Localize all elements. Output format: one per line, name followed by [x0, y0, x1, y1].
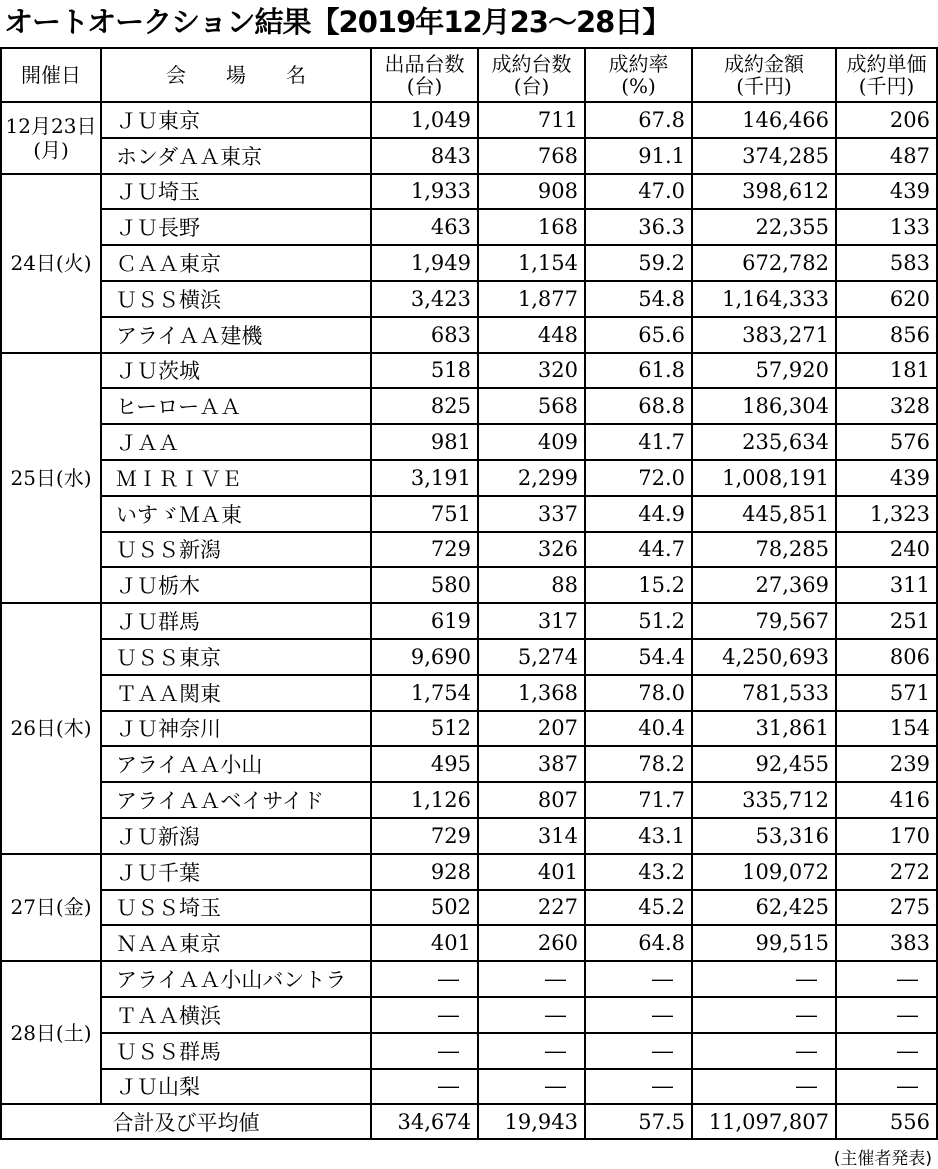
sold-cell: 207	[478, 711, 585, 747]
table-row	[1, 925, 937, 961]
sold-cell: 337	[478, 496, 585, 532]
sold-cell: 401	[478, 854, 585, 890]
sold-cell: ―	[478, 997, 585, 1033]
venue-cell: ＵＳＳ東京	[101, 639, 371, 675]
unit-cell: 239	[836, 746, 937, 782]
unit-cell: ―	[836, 1033, 937, 1069]
table-row	[1, 1033, 937, 1069]
rate-cell: 54.8	[585, 281, 692, 317]
venue-cell: アライＡＡ小山	[101, 746, 371, 782]
sold-cell: 320	[478, 353, 585, 389]
sold-cell: 768	[478, 138, 585, 174]
table-row	[1, 782, 937, 818]
date-cell	[1, 854, 101, 961]
rate-cell: 67.8	[585, 102, 692, 138]
date-label: 28日(土)	[10, 1020, 92, 1045]
table-row	[1, 496, 937, 532]
sold-cell: 168	[478, 209, 585, 245]
date-cell	[1, 961, 101, 1104]
sold-cell: 227	[478, 890, 585, 926]
rate-cell: ―	[585, 1033, 692, 1069]
listed-cell: 928	[371, 854, 478, 890]
sold-cell: 908	[478, 174, 585, 210]
amount-cell: 1,008,191	[692, 460, 836, 496]
date-cell	[1, 174, 101, 353]
table-row	[1, 388, 937, 424]
rate-cell: 40.4	[585, 711, 692, 747]
header-listed-label: 出品台数	[384, 52, 465, 76]
rate-cell: 64.8	[585, 925, 692, 961]
sold-cell: 568	[478, 388, 585, 424]
rate-cell: 45.2	[585, 890, 692, 926]
listed-cell: 1,949	[371, 245, 478, 281]
listed-cell: 1,754	[371, 675, 478, 711]
venue-cell: ＪＵ栃木	[101, 567, 371, 603]
rate-cell: 59.2	[585, 245, 692, 281]
sold-cell: 711	[478, 102, 585, 138]
total-rate-cell: 57.5	[585, 1104, 692, 1139]
rate-cell: 65.6	[585, 317, 692, 353]
header-unit-price-label: 成約単価	[846, 52, 927, 76]
listed-cell: 9,690	[371, 639, 478, 675]
amount-cell: 92,455	[692, 746, 836, 782]
venue-cell: ホンダＡＡ東京	[101, 138, 371, 174]
table-row	[1, 639, 937, 675]
amount-cell: 79,567	[692, 603, 836, 639]
amount-cell: ―	[692, 997, 836, 1033]
rate-cell: ―	[585, 997, 692, 1033]
amount-cell: 53,316	[692, 818, 836, 854]
venue-cell: ＴＡＡ関東	[101, 675, 371, 711]
rate-cell: 51.2	[585, 603, 692, 639]
table-row	[1, 603, 937, 639]
table-row	[1, 854, 937, 890]
unit-cell: 416	[836, 782, 937, 818]
unit-cell: 1,323	[836, 496, 937, 532]
listed-cell: 518	[371, 353, 478, 389]
amount-cell: 57,920	[692, 353, 836, 389]
unit-cell: 806	[836, 639, 937, 675]
unit-cell: 583	[836, 245, 937, 281]
listed-cell: 463	[371, 209, 478, 245]
date-cell	[1, 102, 101, 174]
venue-cell: ＵＳＳ群馬	[101, 1033, 371, 1069]
table-row	[1, 209, 937, 245]
sold-cell: 260	[478, 925, 585, 961]
sold-cell: 317	[478, 603, 585, 639]
date-label: 26日(木)	[10, 716, 92, 741]
auction-results-table	[0, 47, 938, 1140]
venue-cell: ＵＳＳ横浜	[101, 281, 371, 317]
sold-cell: ―	[478, 1069, 585, 1105]
venue-cell: ＪＵ山梨	[101, 1069, 371, 1105]
rate-cell: 47.0	[585, 174, 692, 210]
venue-cell: ＪＵ長野	[101, 209, 371, 245]
total-listed-cell: 34,674	[371, 1104, 478, 1139]
sold-cell: 387	[478, 746, 585, 782]
amount-cell: 445,851	[692, 496, 836, 532]
header-unit-price-unit: (千円)	[858, 74, 915, 98]
sold-cell: 409	[478, 424, 585, 460]
listed-cell: 981	[371, 424, 478, 460]
listed-cell: 401	[371, 925, 478, 961]
listed-cell: 1,933	[371, 174, 478, 210]
listed-cell: 843	[371, 138, 478, 174]
table-row	[1, 1069, 937, 1105]
amount-cell: 186,304	[692, 388, 836, 424]
rate-cell: ―	[585, 1069, 692, 1105]
unit-cell: 571	[836, 675, 937, 711]
total-unit-cell: 556	[836, 1104, 937, 1139]
header-amount-unit: (千円)	[736, 74, 792, 98]
sold-cell: 314	[478, 818, 585, 854]
venue-cell: ＪＵ神奈川	[101, 711, 371, 747]
unit-cell: 620	[836, 281, 937, 317]
amount-cell: 146,466	[692, 102, 836, 138]
unit-cell: ―	[836, 997, 937, 1033]
rate-cell: ―	[585, 961, 692, 997]
venue-cell: ＭＩＲＩＶＥ	[101, 460, 371, 496]
date-cell	[1, 603, 101, 854]
amount-cell: ―	[692, 961, 836, 997]
unit-cell: 251	[836, 603, 937, 639]
sold-cell: 5,274	[478, 639, 585, 675]
listed-cell: 512	[371, 711, 478, 747]
table-row	[1, 245, 937, 281]
listed-cell: 751	[371, 496, 478, 532]
venue-cell: ＣＡＡ東京	[101, 245, 371, 281]
sold-cell: 807	[478, 782, 585, 818]
table-header-row	[1, 48, 937, 102]
total-row	[1, 1104, 937, 1139]
header-listed-unit: (台)	[406, 74, 443, 98]
listed-cell: ―	[371, 1069, 478, 1105]
venue-cell: ＴＡＡ横浜	[101, 997, 371, 1033]
listed-cell: 580	[371, 567, 478, 603]
table-row	[1, 424, 937, 460]
amount-cell: 31,861	[692, 711, 836, 747]
venue-cell: ＵＳＳ埼玉	[101, 890, 371, 926]
unit-cell: 181	[836, 353, 937, 389]
listed-cell: 3,191	[371, 460, 478, 496]
venue-cell: いすゞＭＡ東	[101, 496, 371, 532]
table-row	[1, 567, 937, 603]
sold-cell: 1,154	[478, 245, 585, 281]
unit-cell: 133	[836, 209, 937, 245]
rate-cell: 78.2	[585, 746, 692, 782]
amount-cell: 398,612	[692, 174, 836, 210]
listed-cell: 502	[371, 890, 478, 926]
amount-cell: 374,285	[692, 138, 836, 174]
table-row	[1, 532, 937, 568]
amount-cell: 22,355	[692, 209, 836, 245]
venue-cell: ＪＵ東京	[101, 102, 371, 138]
venue-cell: ＪＡＡ	[101, 424, 371, 460]
listed-cell: ―	[371, 961, 478, 997]
rate-cell: 43.1	[585, 818, 692, 854]
date-label: 24日(火)	[10, 251, 92, 276]
venue-cell: アライＡＡベイサイド	[101, 782, 371, 818]
venue-cell: ＮＡＡ東京	[101, 925, 371, 961]
listed-cell: 729	[371, 532, 478, 568]
rate-cell: 71.7	[585, 782, 692, 818]
amount-cell: 78,285	[692, 532, 836, 568]
unit-cell: 170	[836, 818, 937, 854]
header-venue: 会 場 名	[101, 48, 371, 102]
header-rate	[585, 48, 692, 102]
amount-cell: 62,425	[692, 890, 836, 926]
unit-cell: 206	[836, 102, 937, 138]
date-label: 25日(水)	[10, 465, 92, 490]
sold-cell: ―	[478, 1033, 585, 1069]
header-date: 開催日	[1, 48, 101, 102]
table-row	[1, 997, 937, 1033]
rate-cell: 91.1	[585, 138, 692, 174]
unit-cell: 311	[836, 567, 937, 603]
table-row	[1, 746, 937, 782]
unit-cell: 439	[836, 174, 937, 210]
rate-cell: 78.0	[585, 675, 692, 711]
listed-cell: ―	[371, 997, 478, 1033]
venue-cell: ＪＵ群馬	[101, 603, 371, 639]
rate-cell: 54.4	[585, 639, 692, 675]
listed-cell: 495	[371, 746, 478, 782]
rate-cell: 36.3	[585, 209, 692, 245]
listed-cell: 1,049	[371, 102, 478, 138]
amount-cell: ―	[692, 1033, 836, 1069]
table-row	[1, 102, 937, 138]
listed-cell: 683	[371, 317, 478, 353]
rate-cell: 43.2	[585, 854, 692, 890]
rate-cell: 72.0	[585, 460, 692, 496]
sold-cell: ―	[478, 961, 585, 997]
amount-cell: 383,271	[692, 317, 836, 353]
rate-cell: 41.7	[585, 424, 692, 460]
table-row	[1, 711, 937, 747]
sold-cell: 1,368	[478, 675, 585, 711]
amount-cell: 4,250,693	[692, 639, 836, 675]
total-amount-cell: 11,097,807	[692, 1104, 836, 1139]
unit-cell: 439	[836, 460, 937, 496]
unit-cell: 154	[836, 711, 937, 747]
date-cell	[1, 353, 101, 604]
amount-cell: 335,712	[692, 782, 836, 818]
listed-cell: 619	[371, 603, 478, 639]
listed-cell: 825	[371, 388, 478, 424]
table-row	[1, 460, 937, 496]
unit-cell: 487	[836, 138, 937, 174]
table-row	[1, 317, 937, 353]
amount-cell: 672,782	[692, 245, 836, 281]
table-row	[1, 353, 937, 389]
venue-cell: ＪＵ千葉	[101, 854, 371, 890]
header-rate-unit: (%)	[621, 74, 656, 98]
amount-cell: 99,515	[692, 925, 836, 961]
unit-cell: ―	[836, 1069, 937, 1105]
table-row	[1, 675, 937, 711]
rate-cell: 15.2	[585, 567, 692, 603]
unit-cell: 240	[836, 532, 937, 568]
table-row	[1, 174, 937, 210]
sold-cell: 1,877	[478, 281, 585, 317]
table-row	[1, 281, 937, 317]
amount-cell: 781,533	[692, 675, 836, 711]
venue-cell: ＪＵ埼玉	[101, 174, 371, 210]
total-sold-cell: 19,943	[478, 1104, 585, 1139]
listed-cell: ―	[371, 1033, 478, 1069]
header-unit-price	[836, 48, 937, 102]
date-weekday: (月)	[33, 137, 69, 162]
header-sold-unit: (台)	[513, 74, 550, 98]
venue-cell: ヒーローＡＡ	[101, 388, 371, 424]
source-note: (主催者発表)	[833, 1149, 932, 1169]
table-row	[1, 961, 937, 997]
unit-cell: ―	[836, 961, 937, 997]
listed-cell: 3,423	[371, 281, 478, 317]
venue-cell: ＵＳＳ新潟	[101, 532, 371, 568]
table-row	[1, 138, 937, 174]
rate-cell: 44.9	[585, 496, 692, 532]
header-sold-label: 成約台数	[491, 52, 572, 76]
amount-cell: 1,164,333	[692, 281, 836, 317]
amount-cell: 109,072	[692, 854, 836, 890]
sold-cell: 448	[478, 317, 585, 353]
rate-cell: 68.8	[585, 388, 692, 424]
header-amount-label: 成約金額	[724, 52, 804, 76]
amount-cell: 27,369	[692, 567, 836, 603]
unit-cell: 856	[836, 317, 937, 353]
unit-cell: 383	[836, 925, 937, 961]
sold-cell: 326	[478, 532, 585, 568]
venue-cell: アライＡＡ建機	[101, 317, 371, 353]
amount-cell: ―	[692, 1069, 836, 1105]
sold-cell: 2,299	[478, 460, 585, 496]
date-label: 12月23日	[5, 113, 97, 138]
header-listed	[371, 48, 478, 102]
listed-cell: 729	[371, 818, 478, 854]
unit-cell: 576	[836, 424, 937, 460]
unit-cell: 328	[836, 388, 937, 424]
venue-cell: アライＡＡ小山バントラ	[101, 961, 371, 997]
unit-cell: 275	[836, 890, 937, 926]
listed-cell: 1,126	[371, 782, 478, 818]
date-label: 27日(金)	[10, 895, 92, 920]
header-sold	[478, 48, 585, 102]
sold-cell: 88	[478, 567, 585, 603]
venue-cell: ＪＵ茨城	[101, 353, 371, 389]
table-row	[1, 818, 937, 854]
header-amount	[692, 48, 836, 102]
venue-cell: ＪＵ新潟	[101, 818, 371, 854]
page-title: オートオークション結果【2019年12月23〜28日】	[4, 5, 671, 39]
amount-cell: 235,634	[692, 424, 836, 460]
table-row	[1, 890, 937, 926]
header-rate-label: 成約率	[608, 52, 669, 76]
rate-cell: 44.7	[585, 532, 692, 568]
table-body	[1, 102, 937, 1139]
rate-cell: 61.8	[585, 353, 692, 389]
total-label: 合計及び平均値	[1, 1104, 371, 1139]
unit-cell: 272	[836, 854, 937, 890]
